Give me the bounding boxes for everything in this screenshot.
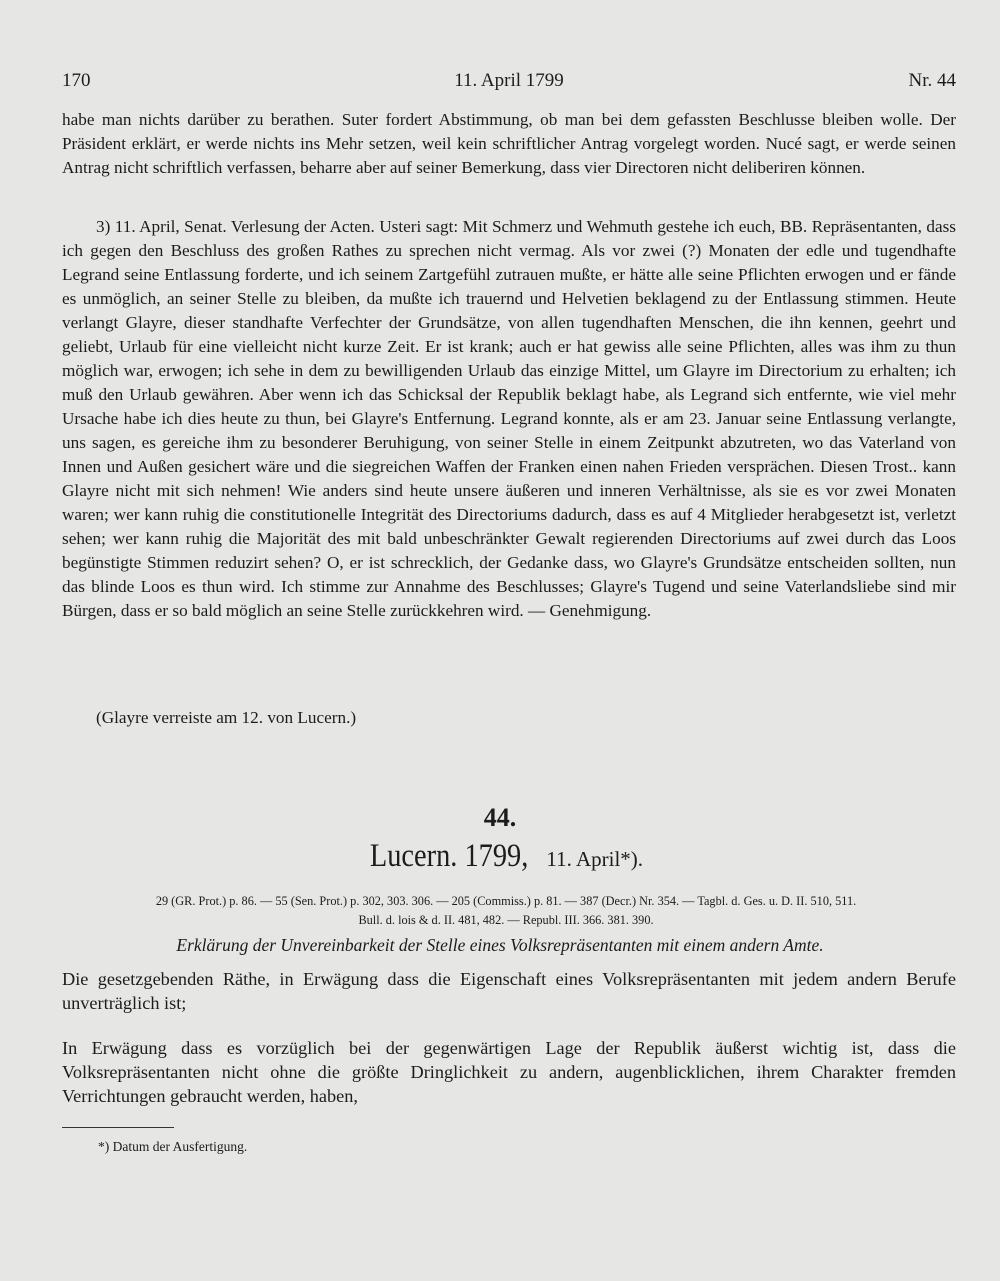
paragraph-text: Die gesetzgebenden Räthe, in Erwägung dass die Eigenschaft eines Volksrepräsentanten mit jedem andern Berufe unverträglich ist; bbox=[62, 969, 956, 1013]
source-references bbox=[86, 892, 926, 930]
senate-paragraph bbox=[62, 215, 956, 623]
footnote-divider bbox=[62, 1127, 174, 1128]
body-paragraph bbox=[62, 108, 956, 180]
paragraph-text: (Glayre verreiste am 12. von Lucern.) bbox=[96, 708, 357, 727]
section-date: 11. April*). bbox=[546, 847, 644, 871]
header-date: 11. April 1799 bbox=[454, 70, 564, 91]
paragraph-text: habe man nichts darüber zu berathen. Suter fordert Abstimmung, ob man bei dem gefassten Beschlusse bleiben wolle. Der Präsident erklärt, er werde nichts ins Mehr setzen, weil kein schriftlicher Antrag vorgelegt worden. Nucé sagt, er werde seinen Antrag nicht schriftlich verfassen, beharre aber auf seiner Bemerkung, dass vier Directoren nicht deliberiren können. bbox=[62, 110, 956, 177]
section-place-year: Lucern. 1799, bbox=[369, 838, 529, 874]
decree-paragraph bbox=[62, 967, 956, 1015]
running-header bbox=[62, 70, 956, 96]
paragraph-text: In Erwägung dass es vorzüglich bei der gegenwärtigen Lage der Republik äußerst wichtig ist, dass die Volksrepräsentanten nicht ohne die größte Dringlichkeit zu andern, augenblicklichen, ihrem Charakter fremden Verrichtungen gebraucht werden, haben, bbox=[62, 1038, 956, 1106]
section-number: 44. bbox=[483, 803, 517, 832]
header-number: Nr. 44 bbox=[908, 70, 956, 91]
note-paragraph bbox=[96, 706, 956, 730]
section-title bbox=[0, 838, 1000, 875]
decree-paragraph bbox=[62, 1036, 956, 1108]
footnote: *) Datum der Ausfertigung. bbox=[98, 1139, 248, 1154]
references-line: Bull. d. lois & d. II. 481, 482. — Republ. III. 366. 381. 390. bbox=[358, 913, 654, 927]
paragraph-text: 3) 11. April, Senat. Verlesung der Acten. Usteri sagt: Mit Schmerz und Wehmuth gestehe ich euch, BB. Repräsentanten, dass ich gegen den Beschluss des großen Rathes zu sprechen nicht vermag. Als vor zwei (?) Monaten der edle und tugendhafte Legrand seine Entlassung forderte, und ich seinem Zartgefühl zutrauen mußte, er hätte alle seine Pflichten erwogen und er fände es unmöglich, an seiner Stelle zu bleiben, da mußte ich trauernd und Helvetien beklagend zu der Entlassung stimmen. Heute verlangt Glayre, dieser standhafte Verfechter der Grundsätze, von allen tugendhaften Menschen, die ihn kennen, geehrt und geliebt, Urlaub für eine vielleicht nicht kurze Zeit. Er ist krank; auch er hat gewiss alle seine Pflichten, alles was ihm zu thun möglich war, erwogen; ich sehe in dem zu bewilligenden Urlaub das einzige Mittel, um Glayre im Directorium zu erhalten; ich muß den Urlaub gewähren. Aber wenn ich das Schicksal der Republik beklagt habe, als Legrand sich entfernte, wie viel mehr Ursache habe ich dies heute zu thun, bei Glayre's Entfernung. Legrand konnte, als er am 23. Januar seine Entlassung verlangte, uns sagen, es gereiche ihm zu besonderer Beruhigung, von seiner Stelle in einem Zeitpunkt abzutreten, wo das Vaterland von Innen und Außen gesichert wäre und die siegreichen Waffen der Franken einen nahen Frieden versprächen. Diesen Trost.. kann Glayre nicht mit sich nehmen! Wie anders sind heute unsere äußeren und inneren Verhältnisse, als sie es vor zwei Monaten waren; wer kann ruhig die constitutionelle Integrität des Directoriums dadurch, dass es auf 4 Mitglieder herabgesetzt ist, verletzt sehen; wer kann ruhig die Majorität des mit bald unbeschränkter Gewalt regierenden Directoriums auf zwei durch das Loos begünstigte Stimmen reduzirt sehen? O, er ist schrecklich, der Gedanke dass, wo Glayre's Grundsätze entscheiden sollten, nun das blinde Loos es thun wird. Ich stimme zur Annahme des Beschlusses; Glayre's Tugend und seine Vaterlandsliebe sind mir Bürgen, dass er so bald möglich an seine Stelle zurückkehren wird. — Genehmigung. bbox=[62, 217, 956, 620]
section-subtitle: Erklärung der Unvereinbarkeit der Stelle eines Volksrepräsentanten mit einem andern Amte. bbox=[176, 935, 824, 955]
page-number: 170 bbox=[62, 70, 91, 91]
references-line: 29 (GR. Prot.) p. 86. — 55 (Sen. Prot.) p. 302, 303. 306. — 205 (Commiss.) p. 81. — 387 (Decr.) Nr. 354. — Tagbl. d. Ges. u. D. II. 510, 511. bbox=[155, 894, 857, 908]
